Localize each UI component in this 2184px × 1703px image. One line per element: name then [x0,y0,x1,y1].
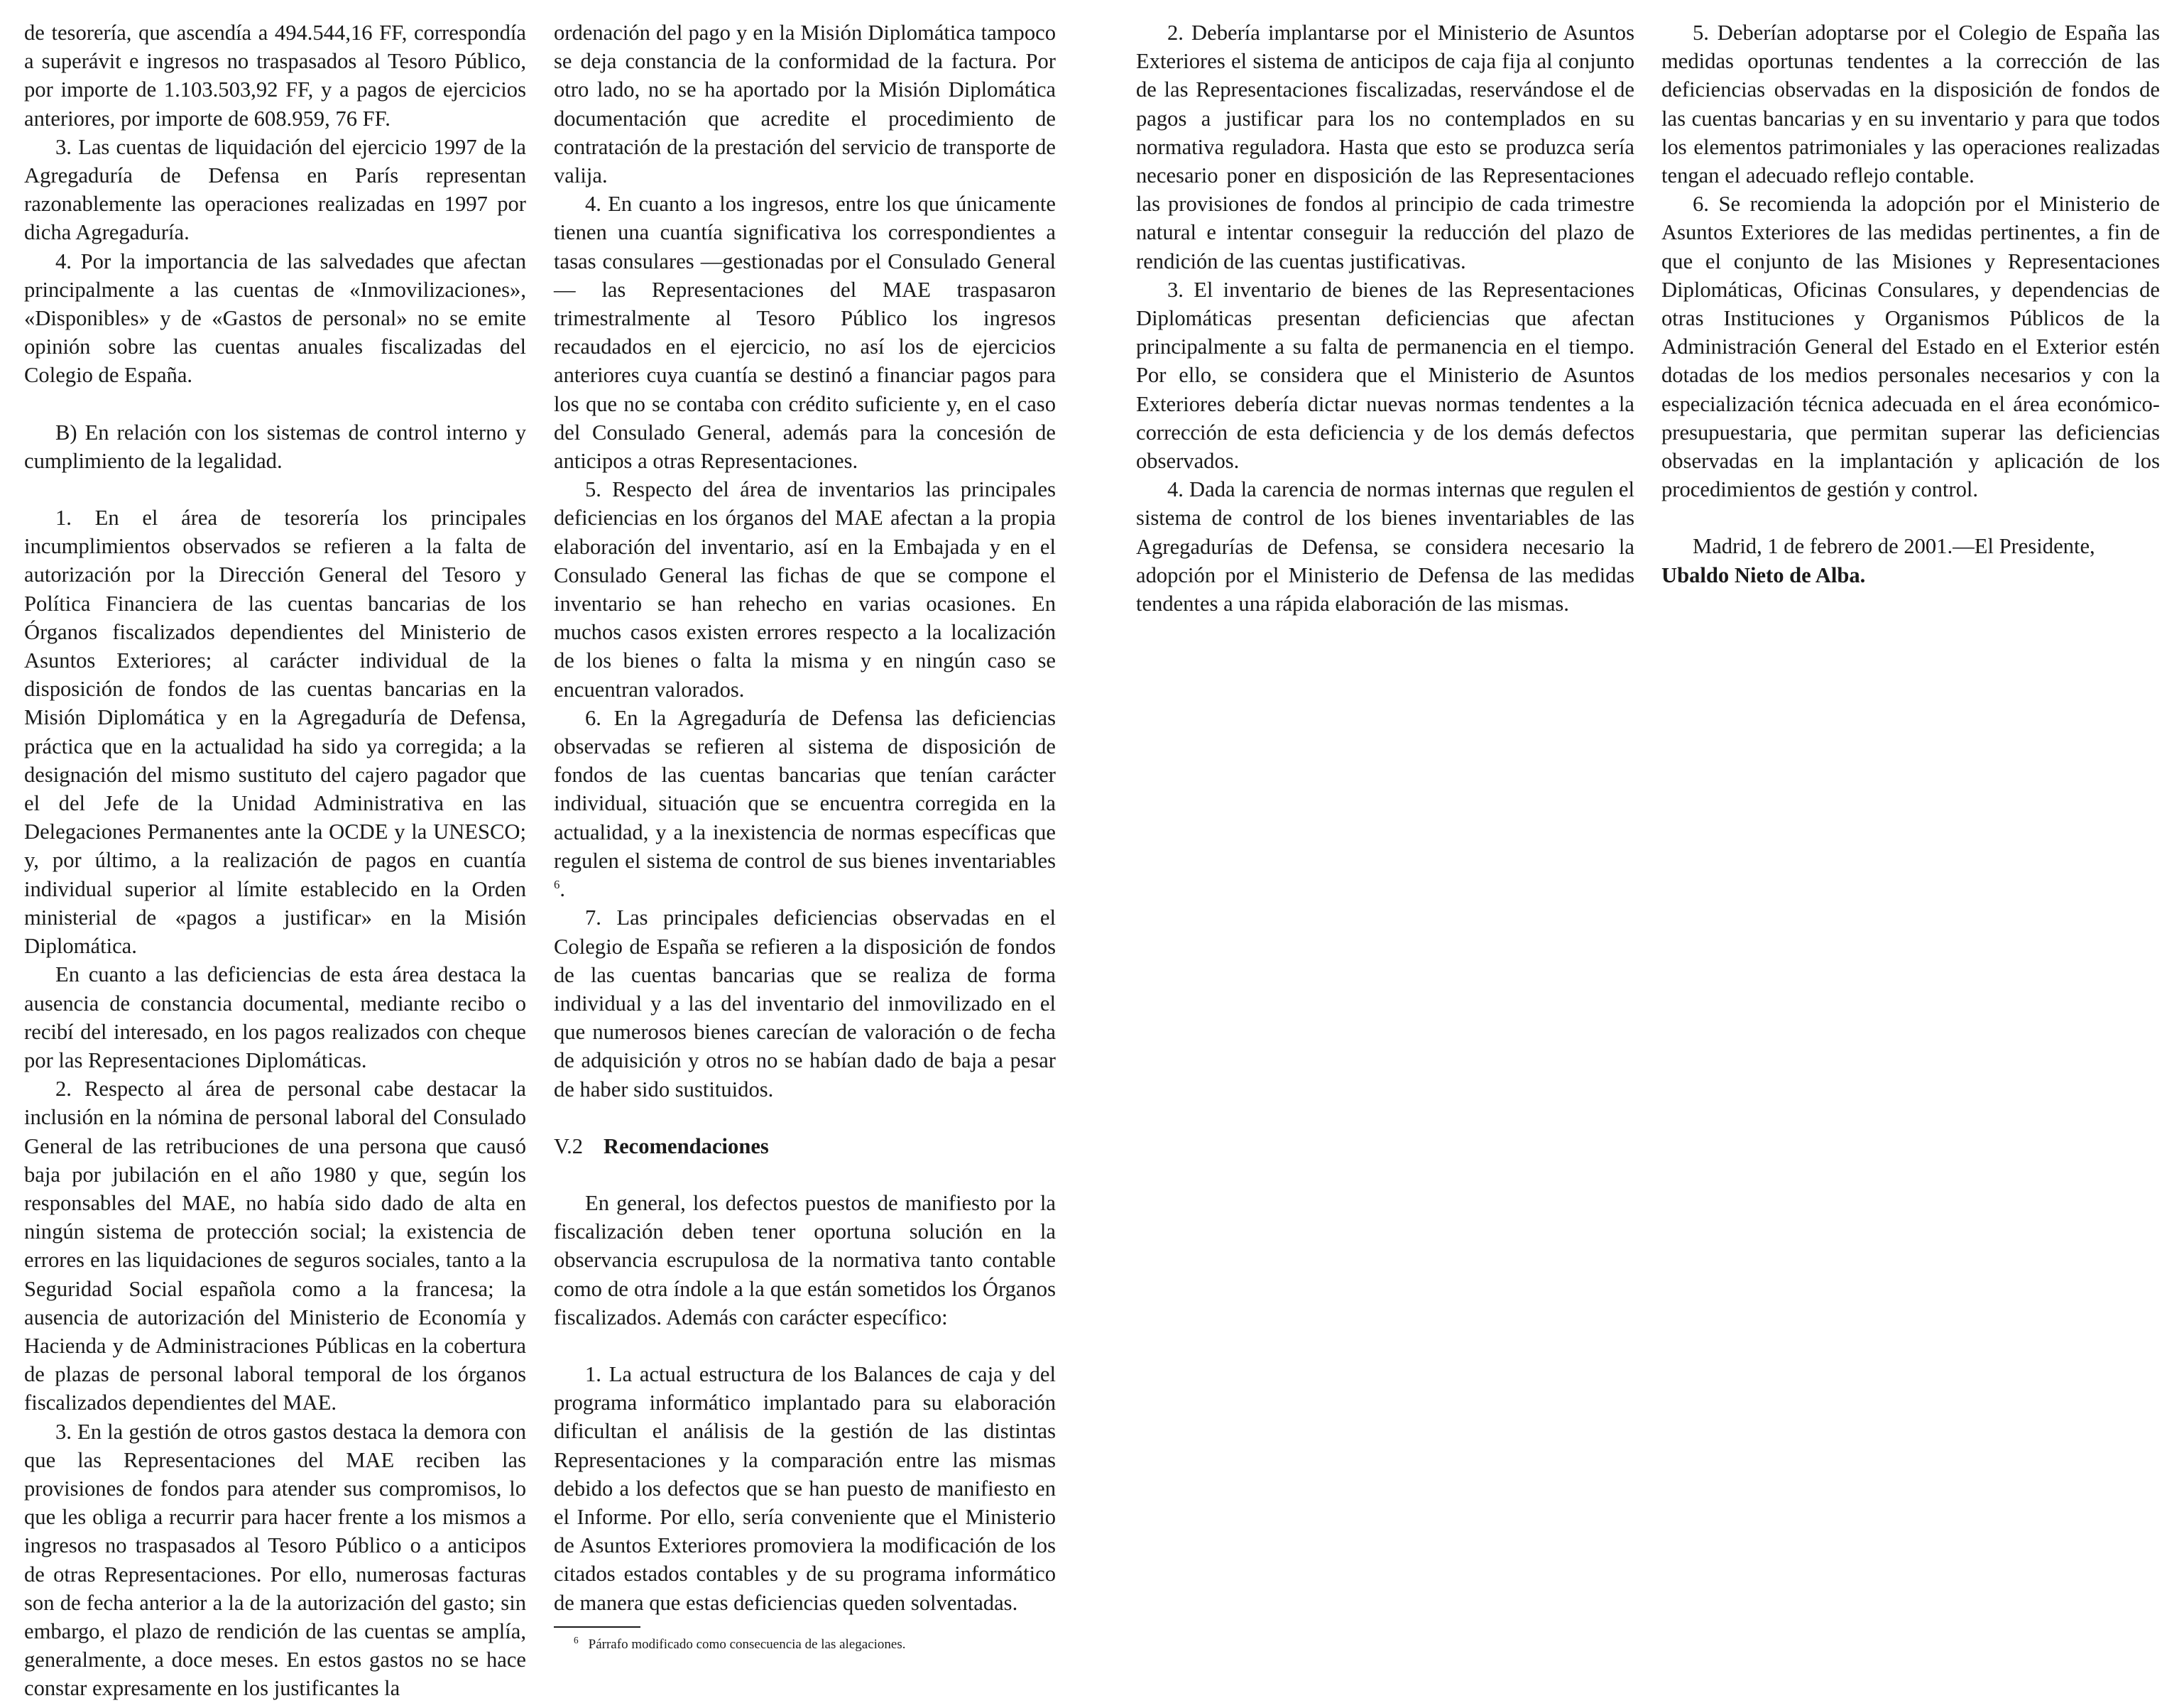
paragraph-a4: 4. Por la importancia de las salvedades que afectan principalmente a las cuentas de «Inmovilizaciones», «Disponibles» y de «Gastos de personal» no se emite opinión sobre las cuentas anuales fiscalizadas del Colegio de España. [24,249,526,388]
recommendation-2: 2. Debería implantarse por el Ministerio de Asuntos Exteriores el sistema de anticipos de caja fija al conjunto de las Representaciones fiscalizadas, reservándose el de pagos a justificar para los no contemplados en su normativa reguladora. Hasta que esto se produzca sería necesario poner en disposición de las Representaciones las provisiones de fondos al principio de cada trimestre natural e intentar conseguir la reducción del plazo de rendición de las cuentas justificativas. [1136,21,1634,273]
paragraph-continuation: de tesorería, que ascendía a 494.544,16 FF, correspondía a superávit e ingresos no traspasados al Tesoro Público, por importe de 1.103.503,92 FF, y a pagos de ejercicios anteriores, por importe de 608.959, 76 FF. [24,21,526,131]
paragraph-b2: 2. Respecto al área de personal cabe destacar la inclusión en la nómina de personal laboral del Consulado General de las retribuciones de una persona que causó baja por jubilación en el año 1980 y que, según los responsables del MAE, no había sido dado de alta en ningún sistema de protección social; la existencia de errores en las liquidaciones de seguros sociales, tanto a la Seguridad Social española como a la francesa; la ausencia de autorización del Ministerio de Economía y Hacienda y de Administraciones Públicas en la cobertura de plazas de personal laboral temporal de los órganos fiscalizados dependientes del MAE. [24,1077,526,1415]
text-column-3 [1136,18,1634,618]
paragraph-b5: 5. Respecto del área de inventarios las principales deficiencias en los órganos del MAE afectan a la propia elaboración del inventario, así en la Embajada y en el Consulado General las fichas de que se compone el inventario se han rehecho en varias ocasiones. En muchos casos existen errores respecto a la localización de los bienes o falta la misma y en ningún caso se encuentran valorados. [554,477,1056,702]
paragraph-b6-text: 6. En la Agregaduría de Defensa las deficiencias observadas se refieren al sistema de disposición de fondos de las cuentas bancarias que tenían carácter individual, situación que se encuentra corregida en la actualidad, y a la inexistencia de normas específicas que regulen el sistema de control de sus bienes inventariables [554,705,1056,873]
signature-name: Ubaldo Nieto de Alba. [1661,562,1866,587]
recommendations-intro: En general, los defectos puestos de manifiesto por la fiscalización deben tener oportuna solución en la observancia escrupulosa de la normativa tanto contable como de otra índole a la que están sometidos los Órganos fiscalizados. Además con carácter específico: [554,1190,1056,1329]
signature-line: Madrid, 1 de febrero de 2001.—El Presidente, [1693,534,2095,559]
footnote-reference[interactable]: 6 [554,877,560,891]
paragraph-a3: 3. Las cuentas de liquidación del ejercicio 1997 de la Agregaduría de Defensa en París representan razonablemente las operaciones realizadas en 1997 por dicha Agregaduría. [24,134,526,245]
section-title: Recomendaciones [604,1133,769,1158]
footnote-text: Párrafo modificado como consecuencia de las alegaciones. [588,1637,906,1652]
recommendation-3: 3. El inventario de bienes de las Representaciones Diplomáticas presentan deficiencias que afectan principalmente a su falta de permanencia en el tiempo. Por ello, se considera que el Ministerio de Asuntos Exteriores debería dictar nuevas normas tendentes a la corrección de esta deficiencia y de los demás defectos observados. [1136,277,1634,474]
recommendation-1: 1. La actual estructura de los Balances de caja y del programa informático implantado para su elaboración dificultan el análisis de la gestión de las distintas Representaciones y la comparación entre las mismas debido a los defectos que se han puesto de manifiesto en el Informe. Por ello, sería conveniente que el Ministerio de Asuntos Exteriores promoviera la modificación de los citados estados contables y de su programa informático de manera que estas deficiencias queden solventadas. [554,1361,1056,1615]
section-heading [554,1132,1056,1160]
recommendation-6: 6. Se recomienda la adopción por el Ministerio de Asuntos Exteriores de las medidas pertinentes, a fin de que el conjunto de las Misiones y Representaciones Diplomáticas, Oficinas Consulares, y dependencias de otras Instituciones y Organismos Públicos de la Administración General del Estado en el Exterior estén dotadas de los medios personales necesarios y con la especialización técnica adecuada en el área económico-presupuestaria, que permitan superar las deficiencias observadas en la implantación y aplicación de los procedimientos de gestión y control. [1661,192,2160,502]
paragraph-b1: 1. En el área de tesorería los principales incumplimientos observados se refieren a la falta de autorización por la Dirección General del Tesoro y Política Financiera de las cuentas bancarias de los Órganos fiscalizados dependientes del Ministerio de Asuntos Exteriores; al carácter individual de la disposición de fondos de las cuentas bancarias en la Misión Diplomática y en la Agregaduría de Defensa, práctica que en la actualidad ha sido ya corregida; a la designación del mismo sustituto del cajero pagador que el del Jefe de la Unidad Administrativa en las Delegaciones Permanentes ante la OCDE y la UNESCO; y, por último, a la realización de pagos en cuantía individual superior al límite establecido en la Orden ministerial de «pagos a justificar» en la Misión Diplomática. [24,506,526,959]
text-column-4 [1661,18,2160,589]
footnote [574,1636,906,1653]
section-number: V.2 [554,1133,584,1158]
paragraph-b1-continued: En cuanto a las deficiencias de esta área destaca la ausencia de constancia documental, mediante recibo o recibí del interesado, en los pagos realizados con cheque por las Representaciones Diplomáticas. [24,962,526,1072]
text-column-1 [24,18,526,1703]
section-b-heading: B) En relación con los sistemas de control interno y cumplimiento de la legalidad. [24,420,526,473]
paragraph-b6 [554,704,1056,903]
footnote-marker: 6 [574,1634,579,1645]
text-column-2 [554,18,1056,1617]
paragraph-b3: 3. En la gestión de otros gastos destaca la demora con que las Representaciones del MAE reciben las provisiones de fondos para atender sus compromisos, lo que les obliga a recurrir para hacer frente a los mismos a ingresos no traspasados al Tesoro Público o a anticipos de otras Representaciones. Por ello, numerosas facturas son de fecha anterior a la de la autorización del gasto; sin embargo, el plazo de rendición de las cuentas se amplía, generalmente, a doce meses. En estos gastos no se hace constar expresamente en los justificantes la [24,1419,526,1701]
paragraph-b7: 7. Las principales deficiencias observadas en el Colegio de España se refieren a la disposición de fondos de las cuentas bancarias que se realiza de forma individual y a las del inventario del inmovilizado en el que numerosos bienes carecían de valoración o de fecha de adquisición y otros no se habían dado de baja a pesar de haber sido sustituidos. [554,905,1056,1101]
paragraph-b4: 4. En cuanto a los ingresos, entre los que únicamente tienen una cuantía significativa los correspondientes a tasas consulares —gestionadas por el Consulado General— las Representaciones del MAE traspasaron trimestralmente al Tesoro Público los ingresos recaudados en el ejercicio, no así los de ejercicios anteriores cuya cuantía se destinó a financiar pagos para los que no se contaba con crédito suficiente y, en el caso del Consulado General, además para la concesión de anticipos a otras Representaciones. [554,192,1056,474]
paragraph-b6-end: . [559,877,566,902]
recommendation-5: 5. Deberían adoptarse por el Colegio de España las medidas oportunas tendentes a la corrección de las deficiencias observadas en la disposición de fondos de las cuentas bancarias y en su inventario y para que todos los elementos patrimoniales y las operaciones realizadas tengan el adecuado reflejo contable. [1661,21,2160,188]
paragraph-continuation: ordenación del pago y en la Misión Diplomática tampoco se deja constancia de la conformidad de la factura. Por otro lado, no se ha aportado por la Misión Diplomática documentación que acredite el procedimiento de contratación de la prestación del servicio de transporte de valija. [554,21,1056,188]
footnote-divider [554,1626,640,1628]
recommendation-4: 4. Dada la carencia de normas internas que regulen el sistema de control de los bienes inventariables de las Agregadurías de Defensa, se considera necesario la adopción por el Ministerio de Defensa de las medidas tendentes a una rápida elaboración de las mismas. [1136,477,1634,616]
